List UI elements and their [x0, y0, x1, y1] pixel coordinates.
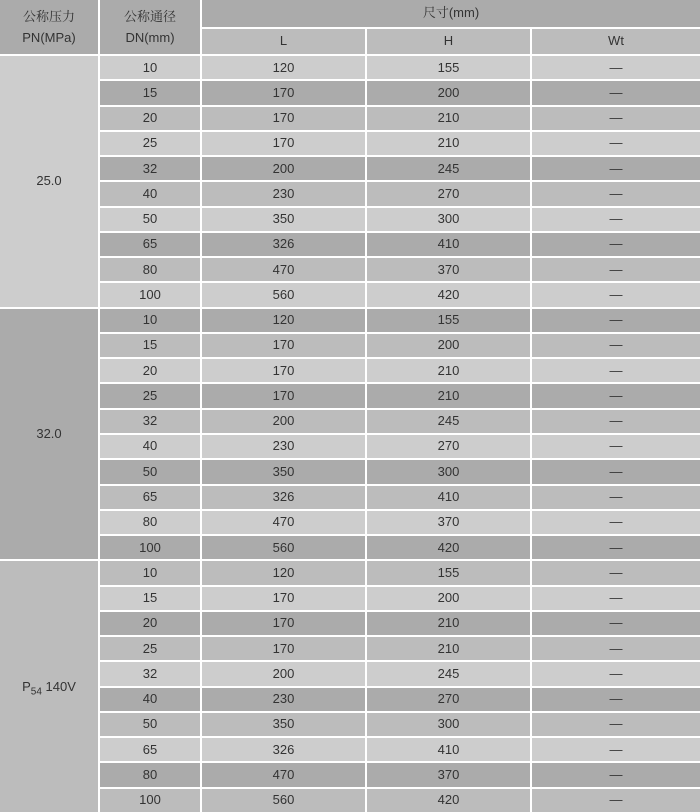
cell-dn: 100 — [99, 282, 201, 307]
table-row — [0, 358, 700, 383]
cell-h: 210 — [366, 131, 531, 156]
pn-group-label-text: 32.0 — [36, 425, 62, 441]
table-row — [0, 106, 700, 131]
cell-l: 560 — [201, 788, 366, 812]
cell-h: 245 — [366, 156, 531, 181]
cell-wt: — — [531, 661, 700, 686]
cell-l: 170 — [201, 586, 366, 611]
table-row — [0, 712, 700, 737]
cell-h: 420 — [366, 535, 531, 560]
cell-dn: 65 — [99, 485, 201, 510]
cell-dn: 32 — [99, 661, 201, 686]
cell-dn: 50 — [99, 459, 201, 484]
cell-l: 326 — [201, 485, 366, 510]
table-row — [0, 510, 700, 535]
cell-l: 120 — [201, 55, 366, 80]
cell-dn: 80 — [99, 257, 201, 282]
cell-h: 270 — [366, 181, 531, 206]
header-col-l: L — [201, 28, 366, 55]
cell-wt: — — [531, 510, 700, 535]
cell-h: 200 — [366, 80, 531, 105]
cell-h: 210 — [366, 358, 531, 383]
cell-l: 470 — [201, 257, 366, 282]
table-row — [0, 434, 700, 459]
table-row — [0, 485, 700, 510]
cell-l: 120 — [201, 308, 366, 333]
cell-dn: 80 — [99, 510, 201, 535]
cell-dn: 32 — [99, 156, 201, 181]
cell-l: 200 — [201, 409, 366, 434]
table-row — [0, 687, 700, 712]
cell-l: 230 — [201, 687, 366, 712]
table-row — [0, 535, 700, 560]
cell-h: 210 — [366, 611, 531, 636]
cell-wt: — — [531, 106, 700, 131]
cell-l: 170 — [201, 636, 366, 661]
table-row — [0, 459, 700, 484]
cell-dn: 50 — [99, 207, 201, 232]
header-pn-label-cn: 公称压力 — [22, 9, 75, 24]
table-row — [0, 333, 700, 358]
pn-group-label — [0, 55, 99, 308]
cell-h: 300 — [366, 712, 531, 737]
table-row — [0, 409, 700, 434]
cell-l: 120 — [201, 560, 366, 585]
cell-h: 300 — [366, 207, 531, 232]
table-row — [0, 308, 700, 333]
cell-dn: 25 — [99, 131, 201, 156]
header-col-wt: Wt — [531, 28, 700, 55]
table-row — [0, 181, 700, 206]
table-row — [0, 257, 700, 282]
cell-wt: — — [531, 55, 700, 80]
table-row — [0, 586, 700, 611]
cell-dn: 50 — [99, 712, 201, 737]
cell-h: 370 — [366, 762, 531, 787]
cell-dn: 20 — [99, 106, 201, 131]
cell-wt: — — [531, 131, 700, 156]
table-row — [0, 383, 700, 408]
cell-wt: — — [531, 788, 700, 812]
header-dimensions: 尺寸(mm) — [201, 0, 700, 28]
cell-wt: — — [531, 636, 700, 661]
table-row — [0, 207, 700, 232]
cell-h: 420 — [366, 282, 531, 307]
cell-h: 410 — [366, 232, 531, 257]
cell-l: 350 — [201, 207, 366, 232]
pn-group-label-subscript: 54 — [30, 686, 42, 698]
header-dn-label-cn: 公称通径 — [123, 9, 176, 24]
cell-wt: — — [531, 485, 700, 510]
cell-l: 326 — [201, 232, 366, 257]
cell-wt: — — [531, 282, 700, 307]
table-header — [0, 0, 700, 55]
header-nominal-diameter — [99, 0, 201, 55]
cell-h: 155 — [366, 560, 531, 585]
header-nominal-pressure — [0, 0, 99, 55]
cell-h: 200 — [366, 333, 531, 358]
cell-l: 200 — [201, 156, 366, 181]
cell-wt: — — [531, 80, 700, 105]
cell-wt: — — [531, 232, 700, 257]
cell-wt: — — [531, 358, 700, 383]
cell-dn: 65 — [99, 737, 201, 762]
table-row — [0, 788, 700, 812]
cell-wt: — — [531, 308, 700, 333]
cell-wt: — — [531, 459, 700, 484]
cell-dn: 20 — [99, 611, 201, 636]
cell-wt: — — [531, 383, 700, 408]
cell-h: 155 — [366, 55, 531, 80]
cell-h: 200 — [366, 586, 531, 611]
cell-dn: 20 — [99, 358, 201, 383]
table-row — [0, 636, 700, 661]
cell-h: 420 — [366, 788, 531, 812]
cell-h: 410 — [366, 737, 531, 762]
table-row — [0, 560, 700, 585]
cell-h: 210 — [366, 636, 531, 661]
table-row — [0, 131, 700, 156]
cell-h: 370 — [366, 257, 531, 282]
cell-dn: 10 — [99, 560, 201, 585]
cell-l: 470 — [201, 510, 366, 535]
cell-dn: 100 — [99, 535, 201, 560]
cell-dn: 32 — [99, 409, 201, 434]
cell-wt: — — [531, 207, 700, 232]
cell-l: 350 — [201, 712, 366, 737]
cell-dn: 65 — [99, 232, 201, 257]
cell-l: 560 — [201, 535, 366, 560]
table-row — [0, 661, 700, 686]
header-row-top — [0, 0, 700, 28]
cell-dn: 25 — [99, 636, 201, 661]
cell-l: 230 — [201, 434, 366, 459]
header-col-h: H — [366, 28, 531, 55]
cell-wt: — — [531, 333, 700, 358]
table-row — [0, 762, 700, 787]
cell-wt: — — [531, 257, 700, 282]
cell-dn: 100 — [99, 788, 201, 812]
cell-l: 170 — [201, 611, 366, 636]
cell-h: 300 — [366, 459, 531, 484]
cell-wt: — — [531, 611, 700, 636]
cell-h: 245 — [366, 409, 531, 434]
cell-h: 155 — [366, 308, 531, 333]
cell-wt: — — [531, 737, 700, 762]
cell-wt: — — [531, 181, 700, 206]
cell-l: 350 — [201, 459, 366, 484]
pn-group-label-suffix: 140V — [41, 678, 76, 694]
table-row — [0, 611, 700, 636]
cell-l: 326 — [201, 737, 366, 762]
cell-dn: 40 — [99, 434, 201, 459]
table-row — [0, 282, 700, 307]
table-row — [0, 156, 700, 181]
cell-h: 210 — [366, 383, 531, 408]
cell-dn: 15 — [99, 80, 201, 105]
cell-dn: 40 — [99, 687, 201, 712]
cell-dn: 10 — [99, 55, 201, 80]
cell-h: 410 — [366, 485, 531, 510]
cell-dn: 80 — [99, 762, 201, 787]
table-row — [0, 737, 700, 762]
pn-group-label-text: 25.0 — [36, 173, 62, 189]
cell-wt: — — [531, 762, 700, 787]
cell-h: 270 — [366, 687, 531, 712]
table-row — [0, 80, 700, 105]
cell-wt: — — [531, 560, 700, 585]
cell-l: 170 — [201, 358, 366, 383]
cell-wt: — — [531, 409, 700, 434]
table-body — [0, 55, 700, 812]
cell-h: 245 — [366, 661, 531, 686]
cell-dn: 40 — [99, 181, 201, 206]
cell-dn: 10 — [99, 308, 201, 333]
cell-dn: 15 — [99, 586, 201, 611]
cell-h: 210 — [366, 106, 531, 131]
cell-wt: — — [531, 687, 700, 712]
cell-wt: — — [531, 586, 700, 611]
pn-group-label-text: P — [22, 678, 31, 694]
cell-l: 470 — [201, 762, 366, 787]
header-pn-label-unit: PN(MPa) — [22, 30, 76, 45]
cell-wt: — — [531, 434, 700, 459]
pn-group-label — [0, 560, 99, 812]
cell-l: 170 — [201, 106, 366, 131]
cell-dn: 25 — [99, 383, 201, 408]
pn-group-label — [0, 308, 99, 561]
cell-dn: 15 — [99, 333, 201, 358]
table-row — [0, 55, 700, 80]
cell-l: 230 — [201, 181, 366, 206]
cell-h: 270 — [366, 434, 531, 459]
table-row — [0, 232, 700, 257]
cell-l: 560 — [201, 282, 366, 307]
cell-l: 170 — [201, 131, 366, 156]
cell-wt: — — [531, 712, 700, 737]
cell-h: 370 — [366, 510, 531, 535]
cell-wt: — — [531, 535, 700, 560]
cell-l: 170 — [201, 383, 366, 408]
cell-wt: — — [531, 156, 700, 181]
header-dn-label-unit: DN(mm) — [125, 30, 175, 45]
cell-l: 170 — [201, 333, 366, 358]
cell-l: 200 — [201, 661, 366, 686]
cell-l: 170 — [201, 80, 366, 105]
